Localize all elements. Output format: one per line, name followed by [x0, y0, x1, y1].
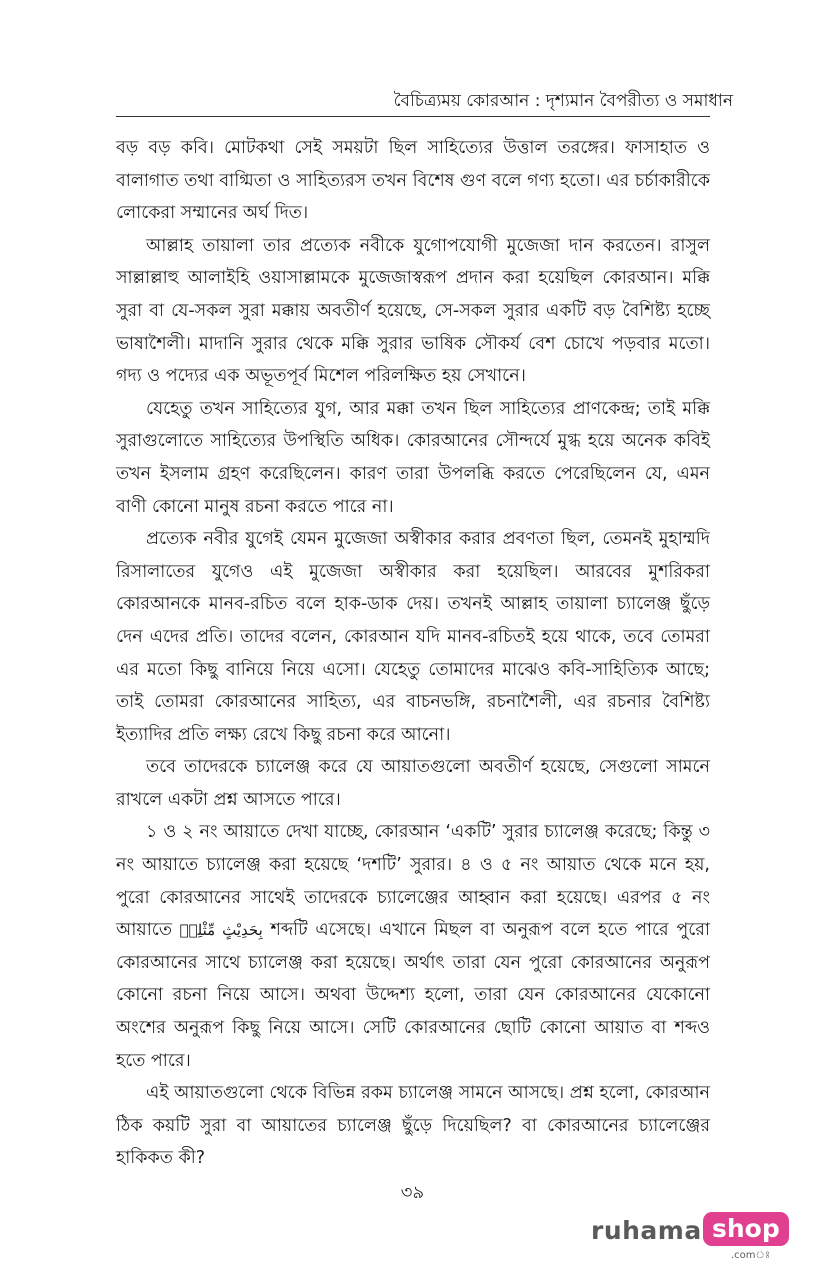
paragraph: এই আয়াতগুলো থেকে বিভিন্ন রকম চ্যালেঞ্জ সামনে আসছে। প্রশ্ন হলো, কোরআন ঠিক কয়টি সুরা বা আয়াতের চ্যালেঞ্জ ছুঁড়ে দিয়েছিল? বা কোরআনের চ্যালেঞ্জের হাকিকত কী? [116, 1083, 710, 1169]
page-number: ৩৯ [400, 1182, 425, 1203]
paragraph-text: ১ ও ২ নং আয়াতে দেখা যাচ্ছে, কোরআন ‘একটি’ সুরার চ্যালেঞ্জ করেছে; কিন্তু ৩ নং আয়াতে চ্যালেঞ্জ করা হয়েছে ‘দশটি’ সুরার। ৪ ও ৫ নং আয়াত থেকে মনে হয়, পুরো কোরআনের সাথেই তাদেরকে চ্যালেঞ্জের আহ্বান করা হয়েছে। এরপর ৫ নং আয়াতে [116, 822, 710, 941]
running-header: বৈচিত্র্যময় কোরআন : দৃশ্যমান বৈপরীত্য ও সমাধান [393, 91, 733, 111]
arabic-phrase: بِحَدِيْثٍ مِّثْلِهٖ [179, 921, 263, 940]
paragraph [116, 816, 710, 1077]
body-text [116, 132, 710, 1175]
watermark-logo [591, 1212, 791, 1260]
header-divider [116, 116, 710, 117]
paragraph: প্রত্যেক নবীর যুগেই যেমন মুজেজা অস্বীকার করার প্রবণতা ছিল, তেমনই মুহাম্মদি রিসালাতের যুগেও এই মুজেজা অস্বীকার করা হয়েছিল। আরবের মুশরিকরা কোরআনকে মানব-রচিত বলে হাক-ডাক দেয়। তখনই আল্লাহ তায়ালা চ্যালেঞ্জ ছুঁড়ে দেন এদের প্রতি। তাদের বলেন, কোরআন যদি মানব-রচিতই হয়ে থাকে, তবে তোমরা এর মতো কিছু বানিয়ে নিয়ে এসো। যেহেতু তোমাদের মাঝেও কবি-সাহিত্যিক আছে; তাই তোমরা কোরআনের সাহিত্য, এর বাচনভঙ্গি, রচনাশৈলী, এর রচনার বৈশিষ্ট্য ইত্যাদির প্রতি লক্ষ্য রেখে কিছু রচনা করে আনো। [116, 529, 710, 745]
paragraph: যেহেতু তখন সাহিত্যের যুগ, আর মক্কা তখন ছিল সাহিত্যের প্রাণকেন্দ্র; তাই মক্কি সুরাগুলোতে সাহিত্যের উপস্থিতি অধিক। কোরআনের সৌন্দর্যে মুগ্ধ হয়ে অনেক কবিই তখন ইসলাম গ্রহণ করেছিলেন। কারণ তারা উপলব্ধি করতে পেরেছিলেন যে, এমন বাণী কোনো মানুষ রচনা করতে পারে না। [116, 398, 710, 517]
paragraph: তবে তাদেরকে চ্যালেঞ্জ করে যে আয়াতগুলো অবতীর্ণ হয়েছে, সেগুলো সামনে রাখলে একটা প্রশ্ন আসতে পারে। [116, 757, 710, 810]
watermark-logo-ruhama: ruhama [591, 1216, 702, 1245]
watermark-logo-shop: shop [703, 1212, 789, 1246]
paragraph: আল্লাহ তায়ালা তার প্রত্যেক নবীকে যুগোপযোগী মুজেজা দান করতেন। রাসুল সাল্লাল্লাহু আলাইহি ওয়াসাল্লামকে মুজেজাস্বরূপ প্রদান করা হয়েছিল কোরআন। মক্কি সুরা বা যে-সকল সুরা মক্কায় অবতীর্ণ হয়েছে, সে-সকল সুরার একটি বড় বৈশিষ্ট্য হচ্ছে ভাষাশৈলী। মাদানি সুরার থেকে মক্কি সুরার ভাষিক সৌকর্য বেশ চোখে পড়বার মতো। গদ্য ও পদ্যের এক অভূতপূর্ব মিশেল পরিলক্ষিত হয় সেখানে। [116, 235, 710, 387]
paragraph-text: শব্দটি এসেছে। এখানে মিছল বা অনুরূপ বলে হতে পারে পুরো কোরআনের সাথে চ্যালেঞ্জ করা হয়েছে। অর্থাৎ তারা যেন পুরো কোরআনের অনুরূপ কোনো রচনা নিয়ে আসে। অথবা উদ্দেশ্য হলো, তারা যেন কোরআনের যেকোনো অংশের অনুরূপ কিছু নিয়ে আসে। সেটি কোরআনের ছোটি কোনো আয়াত বা শব্দও হতে পারে। [116, 920, 710, 1071]
watermark-logo-suffix: .comঃ [731, 1250, 771, 1261]
paragraph: বড় বড় কবি। মোটকথা সেই সময়টা ছিল সাহিত্যের উত্তাল তরঙ্গের। ফাসাহাত ও বালাগাত তথা বাগ্মিতা ও সাহিত্যরস তখন বিশেষ গুণ বলে গণ্য হতো। এর চর্চাকারীকে লোকেরা সম্মানের অর্ঘ দিত। [116, 138, 710, 224]
